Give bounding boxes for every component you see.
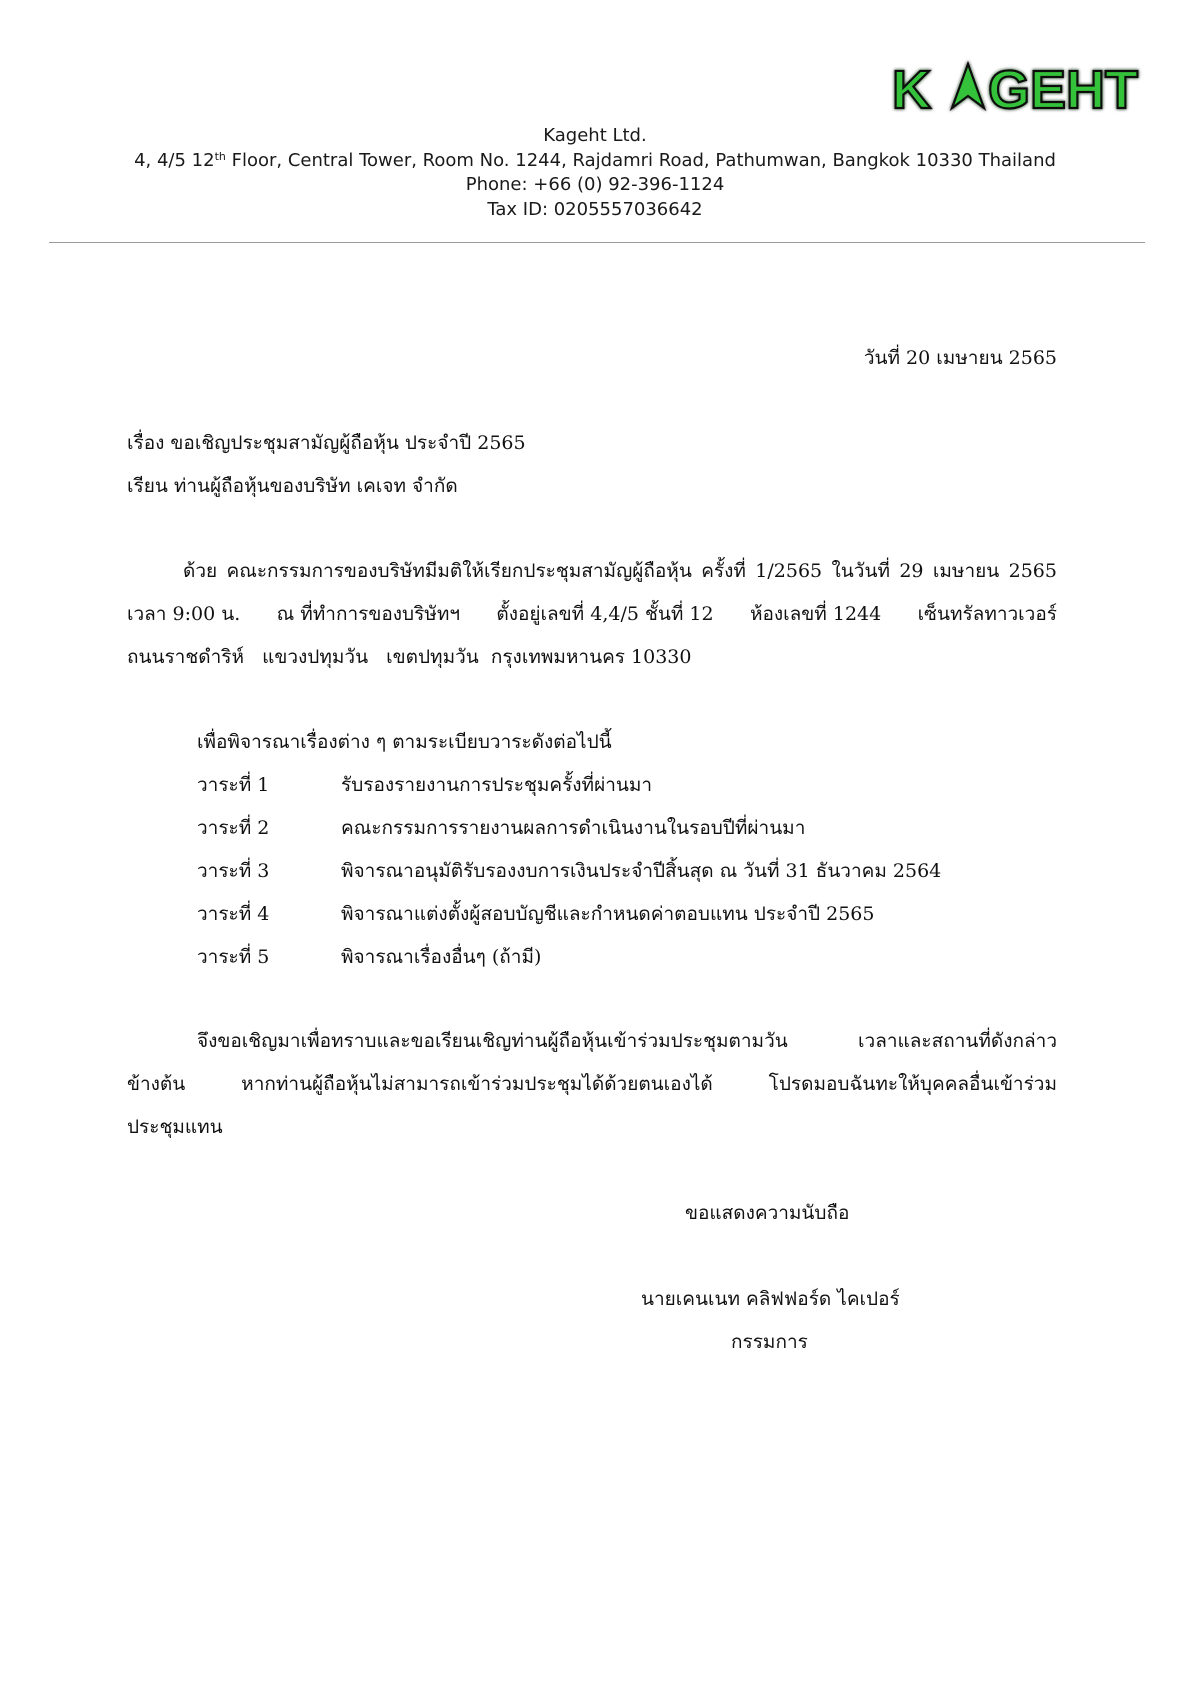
paragraph-invitation	[127, 556, 1057, 685]
word: เมษายน	[932, 560, 1000, 582]
agenda-item	[197, 813, 941, 856]
word: ห้องเลขที่ 1244	[749, 603, 882, 625]
paragraph-line	[127, 1112, 1057, 1155]
agenda-item	[197, 770, 941, 813]
letter-recipient: เรียน ท่านผู้ถือหุ้นของบริษัท เคเจท จำกัด	[127, 475, 458, 497]
word: จึงขอเชิญมาเพื่อทราบและขอเรียนเชิญท่านผู้ถือหุ้นเข้าร่วมประชุมตามวัน	[197, 1030, 788, 1052]
word: หากท่านผู้ถือหุ้นไม่สามารถเข้าร่วมประชุมได้ด้วยตนเองได้	[241, 1073, 713, 1095]
address-part-2: Floor, Central Tower, Room No. 1244, Rajdamri Road, Pathumwan, Bangkok 10330 Thailand	[225, 149, 1056, 171]
agenda-list	[197, 770, 941, 985]
address-part-1: 4, 4/5 12	[134, 149, 215, 171]
signer-title: กรรมการ	[731, 1331, 808, 1353]
word: 2565	[1008, 560, 1057, 582]
company-phone: Phone: +66 (0) 92-396-1124	[465, 174, 725, 195]
word: โปรดมอบฉันทะให้บุคคลอื่นเข้าร่วม	[768, 1073, 1057, 1095]
company-tax-id: Tax ID: 0205557036642	[487, 198, 703, 220]
company-header	[0, 124, 1190, 222]
company-address	[0, 149, 1190, 174]
word: ตั้งอยู่เลขที่ 4,4/5 ชั้นที่ 12	[496, 603, 714, 625]
paragraph-line	[127, 1026, 1057, 1069]
agenda-text: พิจารณาอนุมัติรับรองงบการเงินประจำปีสิ้นสุด ณ วันที่ 31 ธันวาคม 2564	[341, 860, 942, 882]
address-superscript: th	[214, 149, 226, 163]
word: เซ็นทรัลทาวเวอร์	[917, 603, 1057, 625]
word: ด้วย	[183, 560, 218, 582]
word: เวลา 9:00 น.	[127, 603, 241, 625]
agenda-label: วาระที่ 5	[197, 946, 270, 968]
agenda-label: วาระที่ 1	[197, 774, 270, 796]
agenda-label: วาระที่ 4	[197, 903, 270, 925]
word: ณ ที่ทำการของบริษัทฯ	[276, 603, 461, 625]
word: 1/2565	[755, 560, 823, 582]
logo-letter-a-triangle	[952, 64, 984, 108]
closing-phrase: ขอแสดงความนับถือ	[685, 1202, 850, 1224]
agenda-text: พิจารณาแต่งตั้งผู้สอบบัญชีและกำหนดค่าตอบแทน ประจำปี 2565	[341, 903, 875, 925]
company-name: Kageht Ltd.	[543, 125, 647, 146]
word: ครั้งที่	[701, 560, 746, 582]
agenda-item	[197, 899, 941, 942]
signer-name: นายเคนเนท คลิฟฟอร์ด ไคเปอร์	[641, 1288, 900, 1310]
word: ในวันที่	[831, 560, 890, 582]
company-logo	[890, 56, 1139, 120]
paragraph-line	[127, 556, 1057, 599]
paragraph-line	[127, 1069, 1057, 1112]
agenda-item	[197, 942, 941, 985]
paragraph-line	[127, 642, 1057, 685]
header-divider	[49, 242, 1145, 243]
agenda-text: รับรองรายงานการประชุมครั้งที่ผ่านมา	[341, 774, 653, 796]
letter-subject: เรื่อง ขอเชิญประชุมสามัญผู้ถือหุ้น ประจำปี 2565	[127, 432, 526, 454]
agenda-label: วาระที่ 3	[197, 860, 270, 882]
word: ประชุมแทน	[127, 1116, 223, 1138]
word: ถนนราชดำริห์ แขวงปทุมวัน เขตปทุมวัน กรุงเทพมหานคร 10330	[127, 646, 692, 668]
logo-letter-k: K	[892, 60, 931, 120]
agenda-label: วาระที่ 2	[197, 817, 270, 839]
letter-date: วันที่ 20 เมษายน 2565	[863, 347, 1057, 369]
agenda-text: คณะกรรมการรายงานผลการดำเนินงานในรอบปีที่ผ่านมา	[341, 817, 806, 839]
paragraph-request	[127, 1026, 1057, 1155]
word: 29	[899, 560, 924, 582]
word: เวลาและสถานที่ดังกล่าว	[858, 1030, 1057, 1052]
word: ข้างต้น	[127, 1073, 186, 1095]
paragraph-line	[127, 599, 1057, 642]
agenda-item	[197, 856, 941, 899]
agenda-intro: เพื่อพิจารณาเรื่องต่าง ๆ ตามระเบียบวาระดังต่อไปนี้	[197, 731, 612, 753]
logo-letters-geht: GEHT	[988, 60, 1139, 120]
word: คณะกรรมการของบริษัทมีมติให้เรียกประชุมสามัญผู้ถือหุ้น	[226, 560, 692, 582]
agenda-text: พิจารณาเรื่องอื่นๆ (ถ้ามี)	[341, 946, 542, 968]
